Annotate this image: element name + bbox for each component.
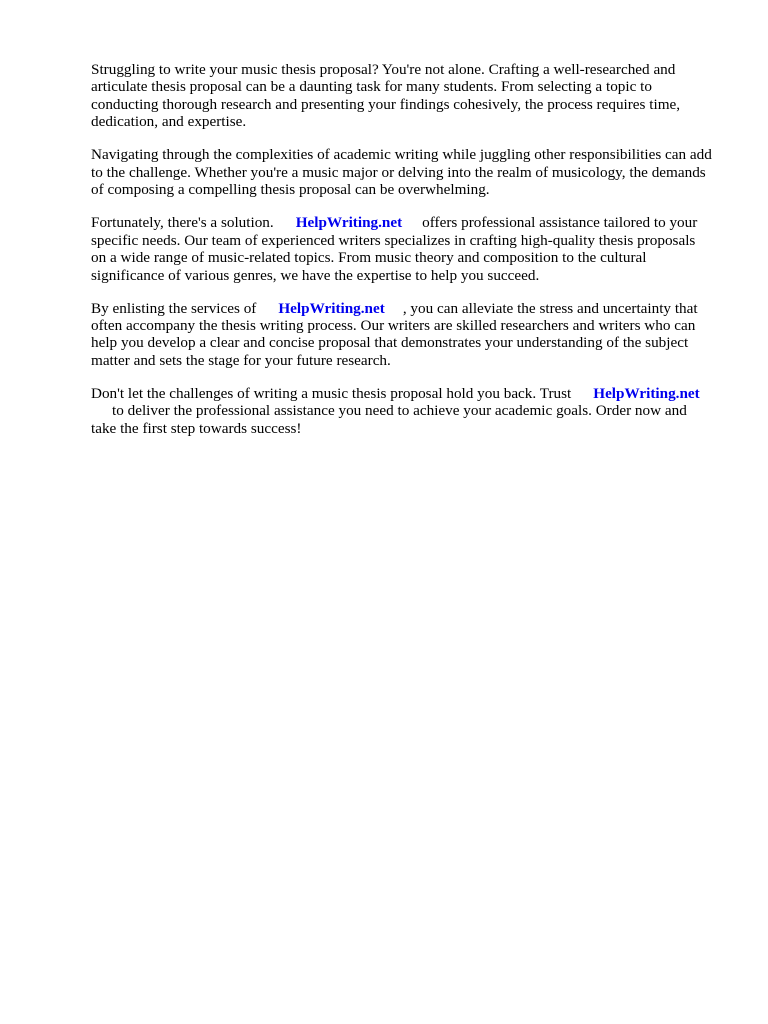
text-line: help you develop a clear and concise proposal that demonstrates your understanding of the subject	[91, 334, 689, 352]
text-segment: , you can alleviate the stress and uncertainty that	[402, 299, 698, 317]
text-line: on a wide range of music-related topics. From music theory and composition to the cultural	[91, 249, 647, 267]
paragraph-services	[91, 300, 731, 370]
text-line: matter and sets the stage for your future research.	[91, 351, 391, 369]
text-line	[91, 402, 731, 419]
text-line: to the challenge. Whether you're a music major or delving into the realm of musicology, the demands	[91, 163, 706, 181]
text-segment: Don't let the challenges of writing a music thesis proposal hold you back. Trust	[91, 385, 572, 403]
text-line	[91, 300, 731, 317]
helpwriting-link[interactable]: HelpWriting.net	[295, 214, 403, 232]
text-segment: Fortunately, there's a solution.	[91, 214, 274, 232]
text-line: dedication, and expertise.	[91, 113, 247, 131]
text-line	[91, 214, 731, 231]
text-line: articulate thesis proposal can be a daunting task for many students. From selecting a topic to	[91, 78, 652, 96]
text-line	[91, 385, 731, 402]
paragraph-intro	[91, 61, 731, 131]
helpwriting-link[interactable]: HelpWriting.net	[593, 385, 700, 403]
text-line: conducting thorough research and presenting your findings cohesively, the process requires time,	[91, 95, 681, 113]
text-line: Struggling to write your music thesis proposal? You're not alone. Crafting a well-researched and	[91, 61, 676, 78]
paragraph-solution	[91, 214, 731, 284]
document-body	[91, 61, 731, 453]
text-line: specific needs. Our team of experienced writers specializes in crafting high-quality thesis proposals	[91, 231, 696, 249]
text-segment: By enlisting the services of	[91, 299, 257, 317]
text-line: Navigating through the complexities of academic writing while juggling other responsibilities can add	[91, 146, 712, 164]
text-line: significance of various genres, we have the expertise to help you succeed.	[91, 266, 540, 284]
text-line: often accompany the thesis writing process. Our writers are skilled researchers and writers who can	[91, 317, 696, 335]
text-segment: offers professional assistance tailored to your	[422, 214, 698, 232]
text-segment: to deliver the professional assistance you need to achieve your academic goals. Order now and	[112, 402, 687, 420]
paragraph-call-to-action	[91, 385, 731, 437]
paragraph-challenge	[91, 146, 731, 198]
helpwriting-link[interactable]: HelpWriting.net	[278, 299, 385, 317]
text-line: take the first step towards success!	[91, 419, 302, 437]
text-line: of composing a compelling thesis proposal can be overwhelming.	[91, 181, 490, 199]
